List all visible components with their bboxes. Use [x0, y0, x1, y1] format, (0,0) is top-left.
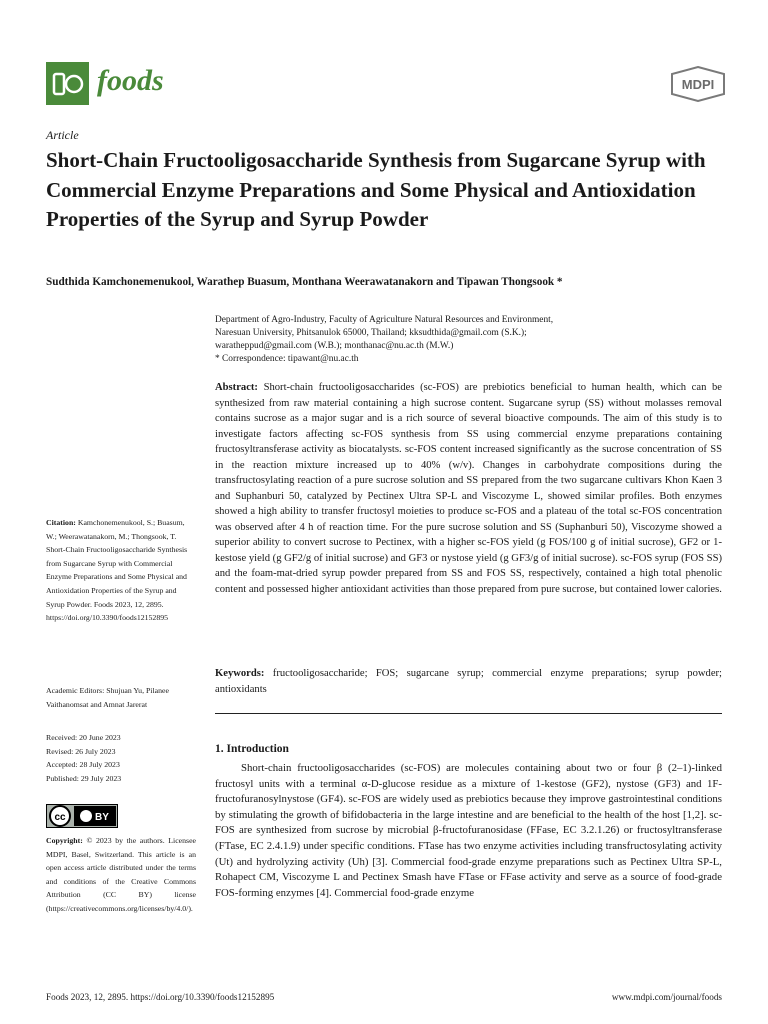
keywords-text: fructooligosaccharide; FOS; sugarcane syrup; commercial enzyme preparations; syrup powder; antioxidants — [215, 668, 723, 695]
footer-journal-url[interactable]: www.mdpi.com/journal/foods — [611, 992, 722, 1002]
affiliation-line: Department of Agro-Industry, Faculty of Agriculture Natural Resources and Environment, — [215, 315, 554, 325]
accepted-date: Accepted: 28 July 2023 — [46, 760, 120, 770]
author-list: Sudthida Kamchonemenukool, Warathep Buasum, Monthana Weerawatanakorn and Tipawan Thongsook * — [46, 276, 563, 288]
citation-block — [46, 516, 196, 625]
journal-name: foods — [97, 64, 164, 97]
copyright-block — [46, 834, 196, 916]
published-date: Published: 29 July 2023 — [46, 773, 122, 783]
copyright-label: Copyright: — [46, 836, 83, 845]
received-date: Received: 20 June 2023 — [46, 733, 121, 742]
section-heading: 1. Introduction — [215, 743, 289, 755]
abstract — [215, 380, 722, 597]
section-divider — [215, 713, 722, 714]
cc-by-license-icon[interactable] — [46, 804, 118, 828]
abstract-label: Abstract: — [215, 382, 258, 393]
journal-header — [46, 60, 726, 108]
citation-text: Kamchonemenukool, S.; Buasum, W.; Weerawatanakorn, M.; Thongsook, T. Short-Chain Fructooligosaccharide Synthesis from Sugarcane Syrup with Commercial Enzyme Preparations and Some Physical and Antioxidation Properties of the Syrup and Syrup Powder. Foods 2023, 12, 2895. https://doi.org/10.3390/foods12152895 — [46, 518, 188, 623]
affiliation-line: waratheppud@gmail.com (W.B.); monthanac@nu.ac.th (M.W.) — [215, 341, 454, 351]
svg-text:BY: BY — [95, 812, 109, 823]
abstract-text: Short-chain fructooligosaccharides (sc-FOS) are prebiotics beneficial to human health, which can be synthesized from raw material containing a high sucrose content. Sugarcane syrup (SS) without molasses removal contains sucrose as a major sugar and is a rich source of several bioactive compounds. The aim of this study is to investigate factors affecting sc-FOS synthesis from SS using commercial enzyme preparations containing fructosyltransferase activity as biocatalysts. sc-FOS content increased significantly as the sucrose concentration of SS in the reaction mixture increased up to 40% (w/v). Changes in carbohydrate compositions during the transfructosylating reaction of a pure sucrose solution and SS prepared from the two sugarcane cultivars Khon Kaen 3 and Suphanburi 50, catalyzed by Pectinex Ultra SP-L and Viscozyme L, showed similar profiles. Both enzymes showed a high ability to transfer fructosyl moieties to produce sc-FOS and a plateau of the total sc-FOS concentration was observed after 4 h of reaction time. For the pure sucrose solution and SS (Suphanburi 50), Viscozyme showed a superior ability to convert sucrose to Pectinex, with a higher sc-FOS yield (g FOS/100 g of initial sucrose), GF2 or 1-kestose yield (g GF2/g of initial sucrose) and GF3 or nystose yield (g GF3/g of initial sucrose). sc-FOS syrup (FOS SS) and the foam-mat-dried syrup powder prepared from SS and FOS SS, respectively, contained a high total phenolic content and possessed higher antioxidant activities than those prepared from pure sucrose, but contained lower calories. — [215, 382, 722, 595]
footer-citation: Foods 2023, 12, 2895. https://doi.org/10.3390/foods12152895 — [46, 992, 275, 1002]
svg-text:cc: cc — [54, 812, 66, 823]
correspondence-line: * Correspondence: tipawant@nu.ac.th — [215, 354, 359, 364]
citation-label: Citation: — [46, 518, 76, 527]
article-title: Short-Chain Fructooligosaccharide Synthesis from Sugarcane Syrup with Commercial Enzyme Preparations and Some Physical and Antioxidation Properties of the Syrup and Syrup Powder — [46, 148, 706, 231]
revised-date: Revised: 26 July 2023 — [46, 746, 116, 756]
copyright-text: © 2023 by the authors. Licensee MDPI, Basel, Switzerland. This article is an open access article distributed under the terms and conditions of the Creative Commons Attribution (CC BY) license (https://creativecommons.org/licenses/by/4.0/). — [46, 836, 196, 913]
svg-text:MDPI: MDPI — [681, 77, 715, 92]
keywords — [215, 666, 722, 697]
journal-logo-icon — [46, 62, 89, 105]
academic-editors: Academic Editors: Shujuan Yu, Pilanee Vaithanomsat and Amnat Jarerat — [46, 686, 169, 709]
article-type: Article — [46, 128, 79, 142]
affiliation-block — [215, 314, 715, 366]
affiliation-line: Naresuan University, Phitsanulok 65000, Thailand; kksudthida@gmail.com (S.K.); — [215, 328, 527, 338]
dates-block — [46, 731, 196, 785]
introduction-text: Short-chain fructooligosaccharides (sc-FOS) are molecules containing about two or four β (2–1)-linked fructosyl units with a terminal α-D-glucose residue as a mixture of 1-kestose (GF2), nystose (GF3) and 1F-fructofuranosylnystose (GF4). sc-FOS are widely used as prebiotics because they improve gastrointestinal conditions by stimulating the growth of bifidobacteria in the large intestine and are beneficial to the health of the host [1,2]. sc-FOS are synthesized from sucrose by microbial β-fructofuranosidase (FFase, EC 3.2.1.26) or fructosyltransferase (FTase, EC 2.4.1.9) under specific conditions. FTase has two enzyme activities including transfructosylating activity (Ut) and hydrolyzing activity (Uh) [3]. Commercial food-grade enzyme preparations such as Pectinex Ultra SP-L, Rohapect CM, Viscozyme L and Pectinex Smash have FTase or FFase activity and serve as a source of food-grade FOS-forming enzymes [4]. Commercial food-grade enzyme — [215, 762, 722, 899]
keywords-label: Keywords: — [215, 668, 265, 679]
mdpi-logo-icon — [670, 66, 726, 102]
